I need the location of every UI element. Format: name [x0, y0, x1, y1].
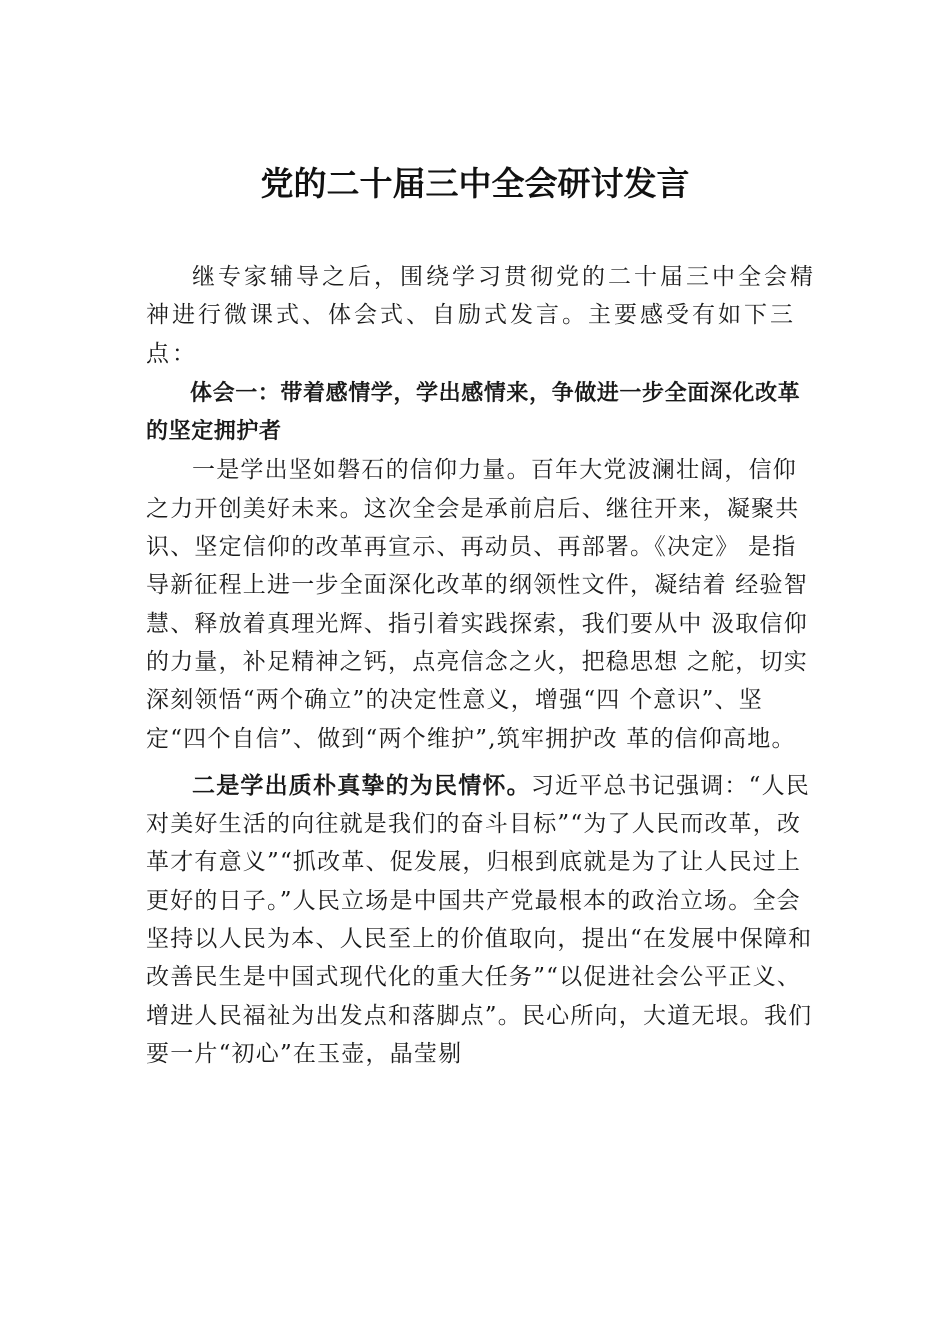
point-two-lead: 二是学出质朴真挚的为民情怀。 — [192, 772, 531, 799]
point-one-body: 百年大党波澜壮阔，信仰之力开创美好未来。这次全会是承前启后、继往开来，凝聚共识、坚定信仰的改革再宣示、再动员、再部署。《决定》 是指导新征程上进一步全面深化改革的纲领性文件，凝结着 经验智慧、释放着真理光辉、指引着实践探索，我们要从中 汲取信仰的力量，补足精神之钙，点亮信念之火，把稳思想 之舵，切实深刻领悟“两个确立”的决定性意义，增强“四 个意识”、坚定“四个自信”、做到“两个维护”,筑牢拥护改 革的信仰高地。 — [146, 457, 808, 752]
intro-paragraph: 继专家辅导之后，围绕学习贯彻党的二十届三中全会精 神进行微课式、体会式、自励式发言。主要感受有如下三点： — [146, 264, 816, 367]
document-body — [146, 258, 818, 1073]
point-two-body: 习近平总书记强调：“人民对美好生活的向往就是我们的奋斗目标”“为了人民而改革，改革才有意义”“抓改革、促发展，归根到底就是为了让人民过上更好的日子。”人民立场是中国共产党最根本的政治立场。全会坚持以人民为本、人民至上的价值取向，提出“在发展中保障和改善民生是中国式现代化的重大任务”“以促进社会公平正义、增进人民福祉为出发点和落脚点”。民心所向，大道无垠。我们要一片“初心”在玉壶，晶莹剔 — [146, 772, 813, 1067]
document-title: 党的二十届三中全会研讨发言 — [260, 164, 690, 203]
point-two-paragraph — [146, 767, 818, 1073]
point-one-paragraph — [146, 451, 818, 757]
point-one-lead: 一是学出坚如磐石的信仰力量。 — [192, 457, 531, 484]
section-heading: 体会一：带着感情学，学出感情来，争做进一步全面深化改革的坚定拥护者 — [146, 380, 801, 445]
